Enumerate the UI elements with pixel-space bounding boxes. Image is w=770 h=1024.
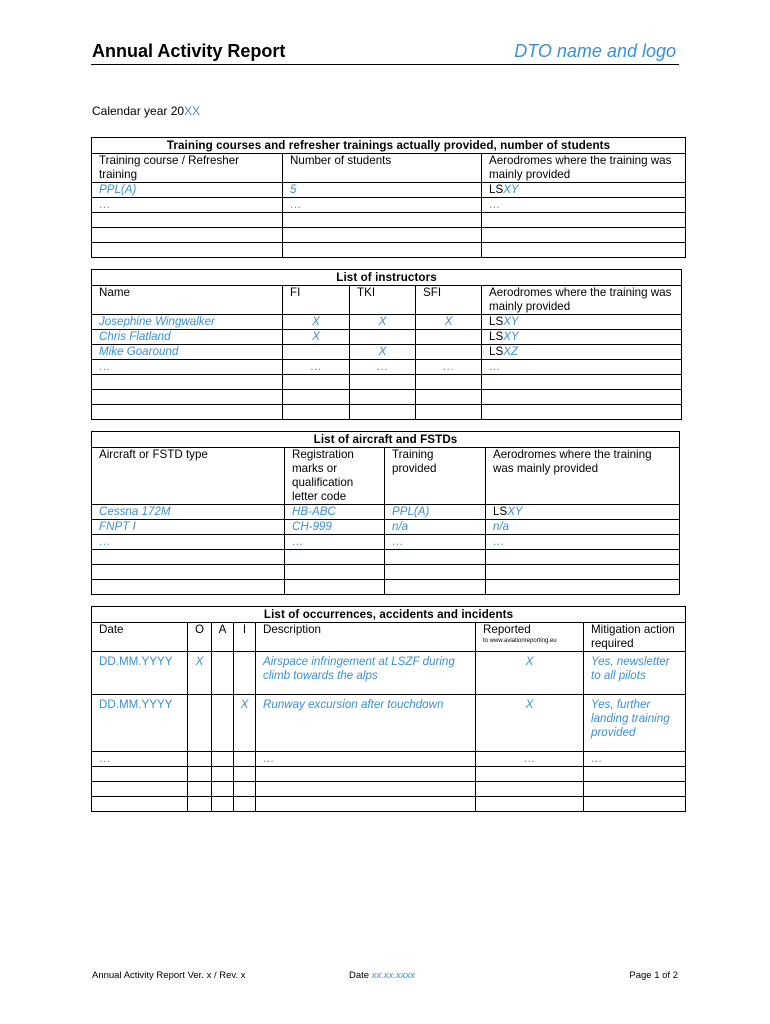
instructor-aerodrome-cell: … <box>482 360 682 375</box>
instructors-col-tki-header: TKI <box>350 286 416 315</box>
training-students-cell: … <box>283 198 482 213</box>
table-row <box>92 228 686 243</box>
instructors-table <box>91 269 682 420</box>
aircraft-aerodrome-cell <box>486 505 680 520</box>
instructors-col-fi-header: FI <box>283 286 350 315</box>
instructor-fi-cell: X <box>283 330 350 345</box>
table-row <box>92 752 686 767</box>
instructor-aerodrome-cell <box>482 315 682 330</box>
occurrences-col-description-header: Description <box>256 623 476 652</box>
occurrence-description-cell: … <box>256 752 476 767</box>
training-col-course-header: Training course / Refresher training <box>92 154 283 183</box>
training-course-cell: PPL(A) <box>92 183 283 198</box>
table-row <box>92 535 680 550</box>
occurrence-reported-cell: … <box>476 752 584 767</box>
calendar-year-placeholder: XX <box>184 104 201 118</box>
aircraft-col-aerodromes-header: Aerodromes where the training was mainly provided <box>486 448 680 505</box>
occurrence-date-cell: DD.MM.YYYY <box>92 652 188 695</box>
table-row <box>92 565 680 580</box>
training-col-aerodromes-header: Aerodromes where the training was mainly provided <box>482 154 686 183</box>
occurrence-i-cell <box>234 652 256 695</box>
occurrences-col-reported-header <box>476 623 584 652</box>
instructor-fi-cell: … <box>283 360 350 375</box>
table-row <box>92 330 682 345</box>
training-students-cell: 5 <box>283 183 482 198</box>
aircraft-registration-cell: … <box>285 535 385 550</box>
footer-date-value: xx.xx.xxxx <box>371 970 415 981</box>
occurrences-col-a-header: A <box>212 623 234 652</box>
table-row <box>92 405 682 420</box>
aerodrome-suffix: XY <box>503 330 519 343</box>
aerodrome-suffix: XY <box>503 315 519 328</box>
instructor-name-cell: Chris Flatland <box>92 330 283 345</box>
instructor-tki-cell: X <box>350 315 416 330</box>
training-courses-table <box>91 137 686 258</box>
occurrences-col-mitigation-header: Mitigation action required <box>584 623 686 652</box>
instructor-name-cell: Josephine Wingwalker <box>92 315 283 330</box>
occurrences-col-date-header: Date <box>92 623 188 652</box>
aerodrome-suffix: XY <box>507 505 523 518</box>
table-row <box>92 198 686 213</box>
occurrence-mitigation-cell: Yes, further landing training provided <box>584 695 686 752</box>
footer-version: Annual Activity Report Ver. x / Rev. x <box>92 970 246 981</box>
occurrence-reported-cell: X <box>476 695 584 752</box>
report-title: Annual Activity Report <box>92 41 286 61</box>
aircraft-training-cell: … <box>385 535 486 550</box>
instructors-col-aerodromes-header: Aerodromes where the training was mainly provided <box>482 286 682 315</box>
aerodrome-suffix: XZ <box>503 345 519 358</box>
aircraft-aerodrome-cell: n/a <box>486 520 680 535</box>
aircraft-col-training-header: Training provided <box>385 448 486 505</box>
instructor-tki-cell: X <box>350 345 416 360</box>
instructors-table-caption: List of instructors <box>92 270 682 286</box>
occurrence-o-cell <box>188 752 212 767</box>
occurrence-reported-cell: X <box>476 652 584 695</box>
occurrence-date-cell: DD.MM.YYYY <box>92 695 188 752</box>
training-aerodrome-cell <box>482 183 686 198</box>
aircraft-registration-cell: CH-999 <box>285 520 385 535</box>
training-aerodrome-cell: … <box>482 198 686 213</box>
table-row <box>92 345 682 360</box>
aerodrome-prefix: LS <box>489 183 504 196</box>
aircraft-training-cell: PPL(A) <box>385 505 486 520</box>
instructor-aerodrome-cell <box>482 330 682 345</box>
occurrence-date-cell: … <box>92 752 188 767</box>
occurrence-mitigation-cell: … <box>584 752 686 767</box>
aerodrome-prefix: LS <box>489 345 504 358</box>
table-row <box>92 390 682 405</box>
occurrence-o-cell: X <box>188 652 212 695</box>
training-table-caption: Training courses and refresher trainings actually provided, number of students <box>92 138 686 154</box>
table-row <box>92 695 686 752</box>
instructor-name-cell: Mike Goaround <box>92 345 283 360</box>
table-row <box>92 183 686 198</box>
occurrences-col-i-header: I <box>234 623 256 652</box>
table-row <box>92 243 686 258</box>
instructor-name-cell: … <box>92 360 283 375</box>
instructor-tki-cell <box>350 330 416 345</box>
table-row <box>92 315 682 330</box>
aircraft-training-cell: n/a <box>385 520 486 535</box>
footer-date <box>349 970 415 981</box>
calendar-year <box>92 104 200 118</box>
aerodrome-prefix: LS <box>489 315 504 328</box>
aircraft-aerodrome-cell: … <box>486 535 680 550</box>
footer-page-number: Page 1 of 2 <box>629 970 678 981</box>
instructors-col-sfi-header: SFI <box>416 286 482 315</box>
table-row <box>92 550 680 565</box>
table-row <box>92 652 686 695</box>
instructor-fi-cell <box>283 345 350 360</box>
occurrence-i-cell: X <box>234 695 256 752</box>
reported-header-subtext: to www.aviationreporting.eu <box>483 638 557 644</box>
instructor-tki-cell: … <box>350 360 416 375</box>
instructor-aerodrome-cell <box>482 345 682 360</box>
instructor-sfi-cell <box>416 330 482 345</box>
aircraft-type-cell: FNPT I <box>92 520 285 535</box>
reported-header-label: Reported <box>483 623 531 636</box>
calendar-year-label: Calendar year 20 <box>92 104 185 118</box>
header-divider <box>91 64 679 65</box>
occurrence-a-cell <box>212 652 234 695</box>
occurrence-description-cell: Airspace infringement at LSZF during climb towards the alps <box>256 652 476 695</box>
table-row <box>92 520 680 535</box>
footer-date-label: Date <box>349 970 372 981</box>
aircraft-type-cell: … <box>92 535 285 550</box>
aircraft-table-caption: List of aircraft and FSTDs <box>92 432 680 448</box>
table-row <box>92 580 680 595</box>
training-course-cell: … <box>92 198 283 213</box>
occurrences-table-caption: List of occurrences, accidents and incidents <box>92 607 686 623</box>
table-row <box>92 782 686 797</box>
occurrence-a-cell <box>212 752 234 767</box>
instructors-col-name-header: Name <box>92 286 283 315</box>
table-row <box>92 213 686 228</box>
occurrences-col-o-header: O <box>188 623 212 652</box>
aircraft-col-type-header: Aircraft or FSTD type <box>92 448 285 505</box>
occurrences-table <box>91 606 686 812</box>
aerodrome-prefix: LS <box>489 330 504 343</box>
occurrence-description-cell: Runway excursion after touchdown <box>256 695 476 752</box>
aircraft-table <box>91 431 680 595</box>
table-row <box>92 797 686 812</box>
table-row <box>92 360 682 375</box>
aircraft-col-registration-header: Registration marks or qualification letter code <box>285 448 385 505</box>
table-row <box>92 767 686 782</box>
table-row <box>92 505 680 520</box>
aircraft-registration-cell: HB-ABC <box>285 505 385 520</box>
training-col-students-header: Number of students <box>283 154 482 183</box>
aircraft-type-cell: Cessna 172M <box>92 505 285 520</box>
instructor-fi-cell: X <box>283 315 350 330</box>
table-row <box>92 375 682 390</box>
occurrence-mitigation-cell: Yes, newsletter to all pilots <box>584 652 686 695</box>
instructor-sfi-cell: … <box>416 360 482 375</box>
aerodrome-prefix: LS <box>493 505 508 518</box>
occurrence-i-cell <box>234 752 256 767</box>
dto-logo-placeholder: DTO name and logo <box>514 41 676 61</box>
occurrence-a-cell <box>212 695 234 752</box>
aerodrome-suffix: XY <box>503 183 519 196</box>
instructor-sfi-cell: X <box>416 315 482 330</box>
instructor-sfi-cell <box>416 345 482 360</box>
occurrence-o-cell <box>188 695 212 752</box>
